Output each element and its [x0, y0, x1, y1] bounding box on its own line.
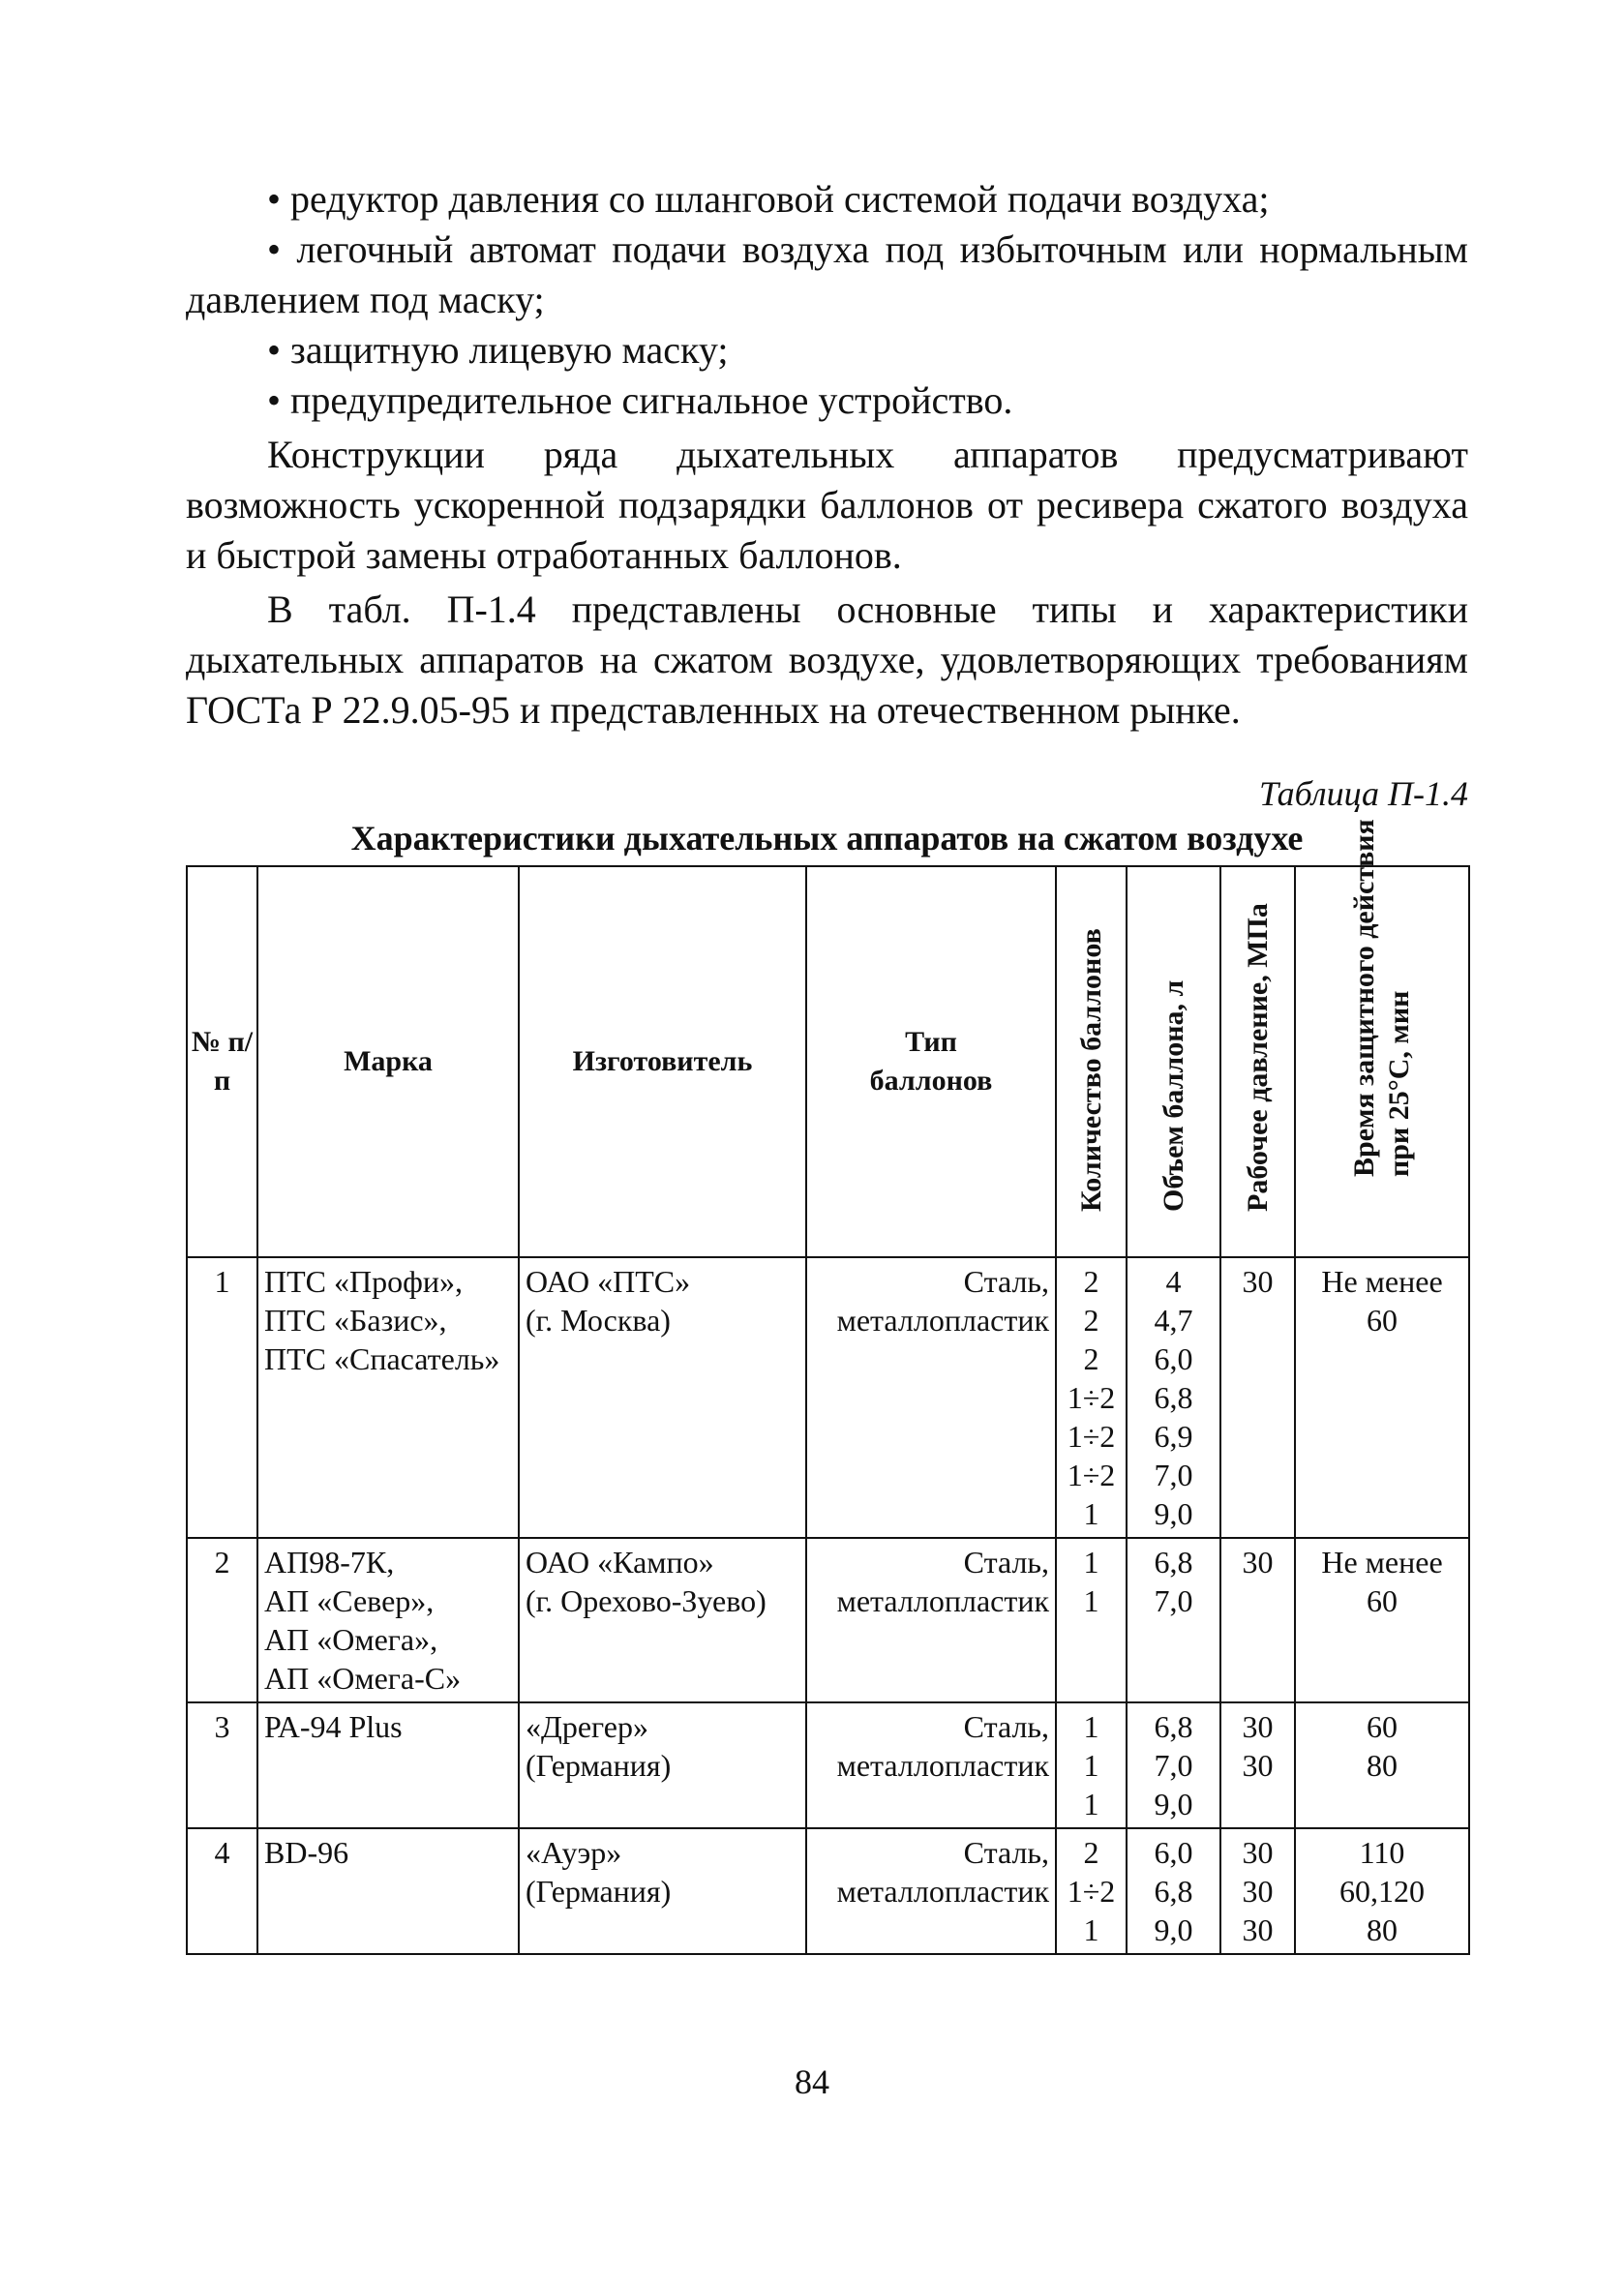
- cell-line: 1÷2: [1067, 1419, 1116, 1454]
- cell-line: (Германия): [526, 1874, 672, 1909]
- header-time: Время защитного действия при 25°С, мин: [1295, 866, 1469, 1257]
- cell-line: ПТС «Спасатель»: [264, 1341, 500, 1376]
- cell-line: 110: [1359, 1835, 1405, 1870]
- table-row: [187, 1702, 1469, 1828]
- cell-volume: [1127, 1538, 1220, 1702]
- cell-line: 3: [214, 1709, 230, 1744]
- cell-pressure: [1220, 1828, 1295, 1954]
- cell-line: 30: [1242, 1835, 1274, 1870]
- cell-line: ПТС «Базис»,: [264, 1303, 447, 1338]
- cell-pressure: [1220, 1702, 1295, 1828]
- header-count: Количество баллонов: [1056, 866, 1127, 1257]
- cell-num: [187, 1257, 257, 1538]
- table-row: [187, 1257, 1469, 1538]
- table-header-row: [187, 866, 1469, 1257]
- cell-line: РА-94 Plus: [264, 1709, 403, 1744]
- cell-count: [1056, 1828, 1127, 1954]
- cell-line: (г. Москва): [526, 1303, 671, 1338]
- cell-line: 7,0: [1154, 1748, 1193, 1783]
- cell-time: [1295, 1828, 1469, 1954]
- cell-line: 9,0: [1154, 1496, 1193, 1531]
- cell-line: АП «Омега»,: [264, 1622, 438, 1657]
- cell-volume: [1127, 1828, 1220, 1954]
- cell-line: 6,8: [1154, 1709, 1193, 1744]
- cell-type: [806, 1538, 1056, 1702]
- cell-brand: [257, 1702, 519, 1828]
- cell-line: АП «Омега-С»: [264, 1661, 462, 1696]
- cell-time: [1295, 1257, 1469, 1538]
- cell-maker: [519, 1828, 806, 1954]
- cell-volume: [1127, 1702, 1220, 1828]
- cell-line: BD-96: [264, 1835, 349, 1870]
- cell-line: Не менее: [1321, 1264, 1443, 1299]
- cell-count: [1056, 1257, 1127, 1538]
- cell-line: «Дрегер»: [526, 1709, 648, 1744]
- cell-line: 4: [1165, 1264, 1182, 1299]
- bullet-item: • предупредительное сигнальное устройство.: [186, 376, 1468, 426]
- cell-line: металлопластик: [836, 1748, 1049, 1783]
- cell-line: 9,0: [1154, 1787, 1193, 1821]
- header-num: № п/п: [187, 866, 257, 1257]
- cell-line: 30: [1242, 1264, 1274, 1299]
- cell-time: [1295, 1702, 1469, 1828]
- cell-line: 2: [1083, 1303, 1099, 1338]
- table-title: Характеристики дыхательных аппаратов на сжатом воздухе: [350, 819, 1304, 858]
- cell-type: [806, 1702, 1056, 1828]
- cell-line: 9,0: [1154, 1912, 1193, 1947]
- cell-num: [187, 1538, 257, 1702]
- cell-type: [806, 1828, 1056, 1954]
- cell-line: ОАО «Кампо»: [526, 1545, 714, 1580]
- cell-line: 2: [1083, 1835, 1099, 1870]
- cell-line: Сталь,: [963, 1709, 1049, 1744]
- cell-line: 1: [1083, 1912, 1099, 1947]
- cell-line: 2: [1083, 1264, 1099, 1299]
- cell-line: 60: [1367, 1583, 1398, 1618]
- cell-maker: [519, 1257, 806, 1538]
- cell-line: Сталь,: [963, 1264, 1049, 1299]
- table-caption: Таблица П-1.4: [1258, 774, 1468, 813]
- cell-maker: [519, 1702, 806, 1828]
- cell-line: 4: [214, 1835, 230, 1870]
- cell-line: Не менее: [1321, 1545, 1443, 1580]
- cell-line: 2: [214, 1545, 230, 1580]
- cell-line: 1: [1083, 1748, 1099, 1783]
- cell-line: 30: [1242, 1709, 1274, 1744]
- cell-time: [1295, 1538, 1469, 1702]
- cell-pressure: [1220, 1538, 1295, 1702]
- cell-line: 6,9: [1154, 1419, 1193, 1454]
- cell-num: [187, 1828, 257, 1954]
- cell-line: 30: [1242, 1748, 1274, 1783]
- cell-line: 60,120: [1339, 1874, 1425, 1909]
- paragraph: В табл. П-1.4 представлены основные типы и характеристики дыхательных аппаратов на сжатом воздухе, удовлетворяющих требованиям ГОСТа Р 22.9.05-95 и представленных на отечественном рынке.: [186, 587, 1468, 732]
- cell-line: АП98-7К,: [264, 1545, 395, 1580]
- cell-line: металлопластик: [836, 1303, 1049, 1338]
- cell-line: 2: [1083, 1341, 1099, 1376]
- cell-line: (Германия): [526, 1748, 672, 1783]
- cell-line: 6,8: [1154, 1874, 1193, 1909]
- cell-line: 6,8: [1154, 1380, 1193, 1415]
- cell-line: 1: [1083, 1787, 1099, 1821]
- cell-volume: [1127, 1257, 1220, 1538]
- cell-line: (г. Орехово-Зуево): [526, 1583, 767, 1618]
- cell-maker: [519, 1538, 806, 1702]
- cell-line: 1÷2: [1067, 1380, 1116, 1415]
- header-volume: Объем баллона, л: [1127, 866, 1220, 1257]
- bullet-item: • защитную лицевую маску;: [186, 325, 1468, 376]
- cell-line: 6,8: [1154, 1545, 1193, 1580]
- cell-line: 6,0: [1154, 1835, 1193, 1870]
- cell-brand: [257, 1538, 519, 1702]
- cell-line: Сталь,: [963, 1835, 1049, 1870]
- cell-line: 6,0: [1154, 1341, 1193, 1376]
- cell-line: 30: [1242, 1874, 1274, 1909]
- cell-line: 1: [1083, 1545, 1099, 1580]
- cell-line: 1: [1083, 1709, 1099, 1744]
- cell-line: металлопластик: [836, 1583, 1049, 1618]
- cell-line: «Ауэр»: [526, 1835, 622, 1870]
- table-row: [187, 1828, 1469, 1954]
- cell-line: 30: [1242, 1912, 1274, 1947]
- cell-line: 1: [1083, 1583, 1099, 1618]
- cell-line: Сталь,: [963, 1545, 1049, 1580]
- cell-line: металлопластик: [836, 1874, 1049, 1909]
- cell-type: [806, 1257, 1056, 1538]
- page-content: [186, 174, 1468, 1955]
- header-pressure: Рабочее давление, МПа: [1220, 866, 1295, 1257]
- cell-count: [1056, 1702, 1127, 1828]
- bullet-item: • редуктор давления со шланговой системой подачи воздуха;: [186, 174, 1468, 225]
- cell-brand: [257, 1828, 519, 1954]
- cell-pressure: [1220, 1257, 1295, 1538]
- cell-line: 4,7: [1154, 1303, 1193, 1338]
- cell-line: 80: [1367, 1912, 1398, 1947]
- cell-count: [1056, 1538, 1127, 1702]
- cell-line: ОАО «ПТС»: [526, 1264, 691, 1299]
- cell-line: 1: [214, 1264, 230, 1299]
- cell-line: 1÷2: [1067, 1458, 1116, 1492]
- cell-line: 30: [1242, 1545, 1274, 1580]
- bullet-item: • легочный автомат подачи воздуха под избыточным или нормальным давлением под маску;: [186, 225, 1468, 325]
- paragraph: Конструкции ряда дыхательных аппаратов предусматривают возможность ускоренной подзарядки баллонов от ресивера сжатого воздуха и быстрой замены отработанных баллонов.: [186, 433, 1468, 577]
- header-maker: Изготовитель: [519, 866, 806, 1257]
- cell-line: 7,0: [1154, 1458, 1193, 1492]
- header-type: Тип баллонов: [806, 866, 1056, 1257]
- cell-line: 1÷2: [1067, 1874, 1116, 1909]
- cell-line: 60: [1367, 1303, 1398, 1338]
- cell-brand: [257, 1257, 519, 1538]
- header-brand: Марка: [257, 866, 519, 1257]
- page-number: 84: [795, 2062, 829, 2101]
- cell-line: ПТС «Профи»,: [264, 1264, 463, 1299]
- cell-line: 80: [1367, 1748, 1398, 1783]
- cell-line: 7,0: [1154, 1583, 1193, 1618]
- cell-line: АП «Север»,: [264, 1583, 435, 1618]
- cell-num: [187, 1702, 257, 1828]
- cell-line: 60: [1367, 1709, 1398, 1744]
- table-row: [187, 1538, 1469, 1702]
- cell-line: 1: [1083, 1496, 1099, 1531]
